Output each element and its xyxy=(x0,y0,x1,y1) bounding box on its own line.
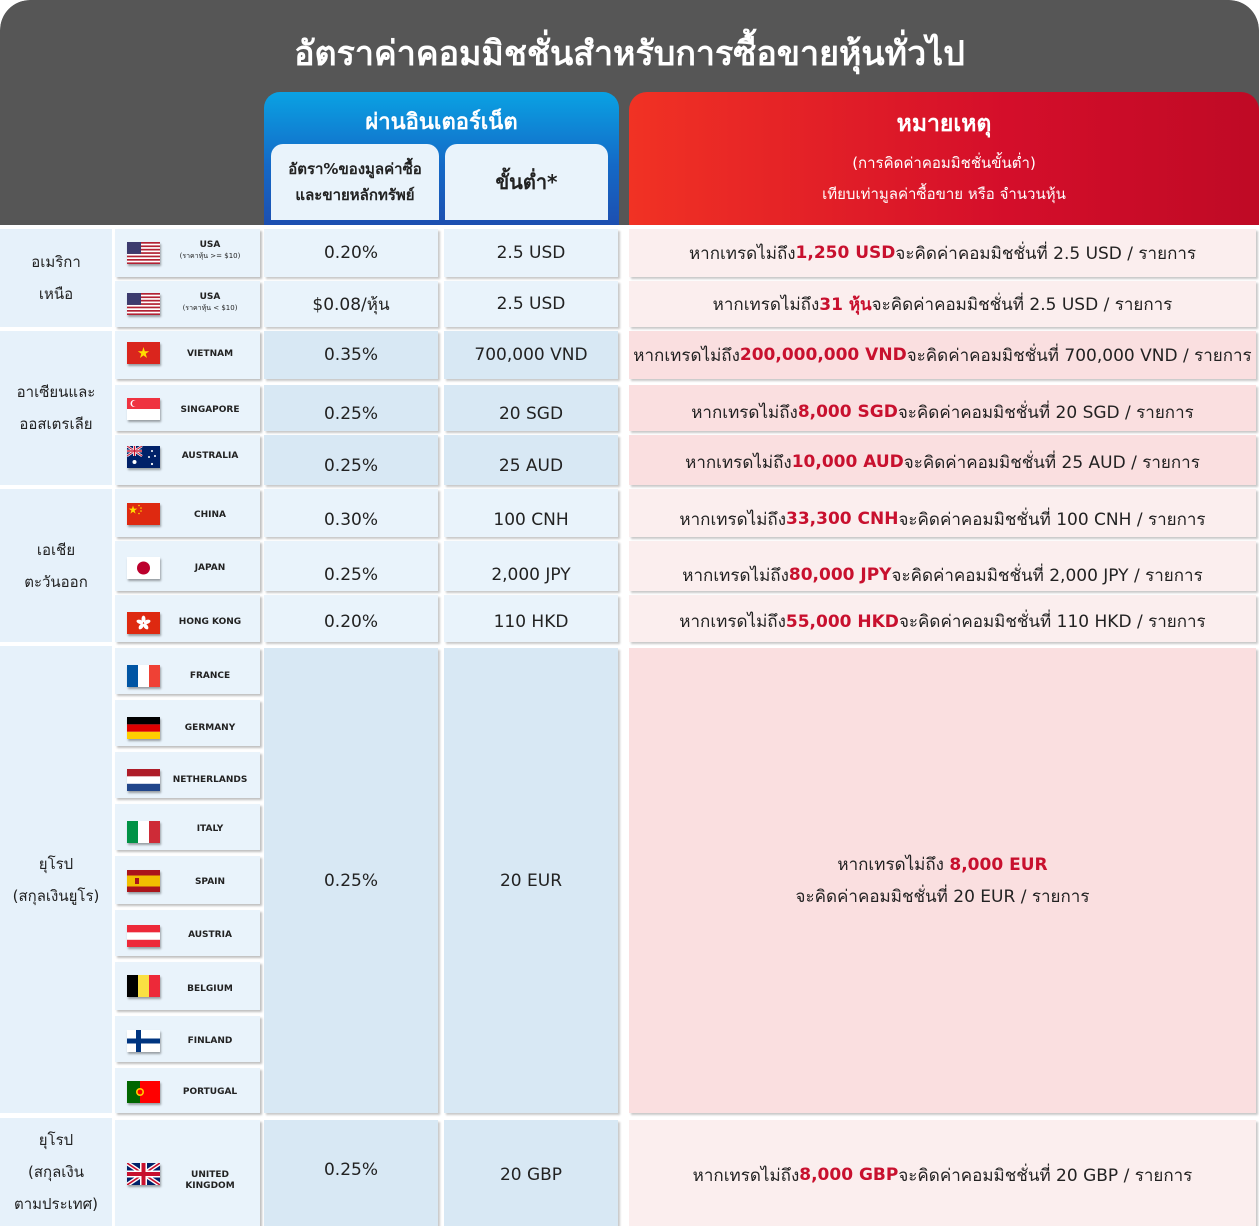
country-label: SPAIN xyxy=(194,877,226,887)
australia-flag-icon xyxy=(127,446,160,468)
note-cell: หากเทรดไม่ถึง 1,250 USD จะคิดค่าคอมมิชชั่นที่ 2.5 USD / รายการ xyxy=(629,229,1256,277)
vietnam-flag-icon xyxy=(127,342,160,364)
note-cell: หากเทรดไม่ถึง 33,300 CNH จะคิดค่าคอมมิชชั่นที่ 100 CNH / รายการ xyxy=(629,489,1256,537)
singapore-flag-icon xyxy=(127,398,160,420)
flag-cell-usa xyxy=(115,281,260,327)
note-cell: หากเทรดไม่ถึง 8,000 SGD จะคิดค่าคอมมิชชั่นที่ 20 SGD / รายการ xyxy=(629,385,1256,431)
flag-cell-japan xyxy=(115,541,260,591)
flag-cell-finland xyxy=(115,1016,260,1062)
belgium-flag-icon xyxy=(127,975,160,997)
rate-cell: 0.25% xyxy=(264,1120,438,1226)
hong-kong-flag-icon xyxy=(127,612,160,634)
note-cell: หากเทรดไม่ถึง 10,000 AUD จะคิดค่าคอมมิชชั่นที่ 25 AUD / รายการ xyxy=(629,435,1256,485)
min-cell: 25 AUD xyxy=(444,435,618,485)
rate-header-line1: อัตรา%ของมูลค่าซื้อ xyxy=(288,160,422,178)
region-north-america xyxy=(0,229,112,327)
note-subtitle-1: (การคิดค่าคอมมิชชั่นขั้นต่ำ) xyxy=(852,154,1036,172)
min-header: ขั้นต่ำ* xyxy=(445,144,608,220)
country-label: FINLAND xyxy=(187,1036,233,1046)
country-label: USA (ราคาหุ้น >= $10) xyxy=(179,240,241,260)
flag-cell-spain xyxy=(115,856,260,904)
note-header xyxy=(629,92,1259,225)
min-cell: 2,000 JPY xyxy=(444,541,618,591)
usa-flag-icon xyxy=(127,242,160,264)
japan-flag-icon xyxy=(127,557,160,579)
china-flag-icon xyxy=(127,503,160,525)
note-subtitle-2: เทียบเท่ามูลค่าซื้อขาย หรือ จำนวนหุ้น xyxy=(822,185,1066,203)
online-header xyxy=(264,92,619,225)
flag-cell-australia xyxy=(115,435,260,485)
region-label: (สกุลเงิน xyxy=(27,1163,84,1181)
spain-flag-icon xyxy=(127,870,160,892)
rate-cell: 0.30% xyxy=(264,489,438,537)
note-cell: หากเทรดไม่ถึง 8,000 GBP จะคิดค่าคอมมิชชั่นที่ 20 GBP / รายการ xyxy=(629,1120,1256,1226)
rate-header-line2: และขายหลักทรัพย์ xyxy=(295,186,415,204)
country-label: USA (ราคาหุ้น < $10) xyxy=(182,292,238,312)
region-label: (สกุลเงินยูโร) xyxy=(12,886,100,905)
flag-cell-hong-kong xyxy=(115,595,260,642)
flag-cell-netherlands xyxy=(115,752,260,798)
flag-cell-vietnam xyxy=(115,331,260,379)
note-cell: หากเทรดไม่ถึง 31 หุ้น จะคิดค่าคอมมิชชั่นที่ 2.5 USD / รายการ xyxy=(629,281,1256,327)
region-europe-local xyxy=(0,1118,112,1226)
note-cell: หากเทรดไม่ถึง 200,000,000 VND จะคิดค่าคอมมิชชั่นที่ 700,000 VND / รายการ xyxy=(629,331,1256,379)
flag-cell-singapore xyxy=(115,385,260,431)
page-title: อัตราค่าคอมมิชชั่นสำหรับการซื้อขายหุ้นทั่วไป xyxy=(294,34,965,74)
flag-cell-united-kingdom xyxy=(115,1120,260,1226)
rate-cell: 0.25% xyxy=(264,648,438,1113)
country-label: SINGAPORE xyxy=(180,405,240,415)
region-asean xyxy=(0,331,112,485)
note-cell: หากเทรดไม่ถึง 55,000 HKD จะคิดค่าคอมมิชชั่นที่ 110 HKD / รายการ xyxy=(629,595,1256,642)
note-cell: หากเทรดไม่ถึง 80,000 JPY จะคิดค่าคอมมิชชั่นที่ 2,000 JPY / รายการ xyxy=(629,541,1256,591)
france-flag-icon xyxy=(127,665,160,687)
netherlands-flag-icon xyxy=(127,769,160,791)
region-label: อาเซียนและ xyxy=(16,383,96,401)
finland-flag-icon xyxy=(127,1030,160,1052)
country-label: CHINA xyxy=(194,510,226,520)
country-label: FRANCE xyxy=(189,671,231,681)
min-cell: 100 CNH xyxy=(444,489,618,537)
country-label: UNITED KINGDOM xyxy=(185,1170,235,1191)
region-europe-euro xyxy=(0,646,112,1113)
min-cell: 20 GBP xyxy=(444,1120,618,1226)
region-label: เอเชีย xyxy=(36,540,76,559)
region-label: ตามประเทศ) xyxy=(13,1195,99,1213)
rate-cell: 0.25% xyxy=(264,435,438,485)
country-label: AUSTRALIA xyxy=(181,451,239,461)
flag-cell-italy xyxy=(115,804,260,850)
min-cell: 2.5 USD xyxy=(444,281,618,327)
min-cell: 2.5 USD xyxy=(444,229,618,277)
rate-cell: 0.20% xyxy=(264,595,438,642)
region-label: ยุโรป xyxy=(38,854,74,873)
germany-flag-icon xyxy=(127,717,160,739)
flag-cell-germany xyxy=(115,700,260,746)
flag-cell-china xyxy=(115,489,260,537)
min-cell: 110 HKD xyxy=(444,595,618,642)
rate-header xyxy=(271,144,439,220)
country-label: NETHERLANDS xyxy=(172,775,248,785)
country-label: JAPAN xyxy=(194,563,226,573)
flag-cell-france xyxy=(115,648,260,694)
rate-cell: $0.08/หุ้น xyxy=(264,281,438,327)
region-label: อเมริกา xyxy=(31,253,81,271)
region-label: ตะวันออก xyxy=(24,572,88,591)
rate-cell: 0.20% xyxy=(264,229,438,277)
note-title: หมายเหตุ xyxy=(896,111,992,137)
country-label: VIETNAM xyxy=(186,349,234,359)
country-label: GERMANY xyxy=(184,723,236,733)
united-kingdom-flag-icon xyxy=(127,1163,160,1185)
country-label: AUSTRIA xyxy=(188,930,232,940)
rate-cell: 0.25% xyxy=(264,385,438,431)
country-label: BELGIUM xyxy=(187,984,233,994)
country-label: PORTUGAL xyxy=(182,1087,238,1097)
rate-cell: 0.35% xyxy=(264,331,438,379)
min-cell: 20 SGD xyxy=(444,385,618,431)
note-cell: หากเทรดไม่ถึง 8,000 EUR จะคิดค่าคอมมิชชั่นที่ 20 EUR / รายการ xyxy=(629,648,1256,1113)
flag-cell-belgium xyxy=(115,962,260,1010)
min-cell: 20 EUR xyxy=(444,648,618,1113)
min-cell: 700,000 VND xyxy=(444,331,618,379)
region-label: ยุโรป xyxy=(38,1131,74,1149)
flag-cell-portugal xyxy=(115,1068,260,1113)
region-east-asia xyxy=(0,489,112,642)
flag-cell-usa xyxy=(115,229,260,277)
portugal-flag-icon xyxy=(127,1081,160,1103)
usa-flag-icon xyxy=(127,293,160,315)
italy-flag-icon xyxy=(127,821,160,843)
austria-flag-icon xyxy=(127,925,160,947)
country-label: HONG KONG xyxy=(178,617,242,627)
online-title: ผ่านอินเตอร์เน็ต xyxy=(365,110,518,135)
flag-cell-austria xyxy=(115,910,260,956)
region-label: ออสเตรเลีย xyxy=(19,415,93,433)
region-label: เหนือ xyxy=(38,285,74,303)
rate-cell: 0.25% xyxy=(264,541,438,591)
country-label: ITALY xyxy=(196,824,224,834)
